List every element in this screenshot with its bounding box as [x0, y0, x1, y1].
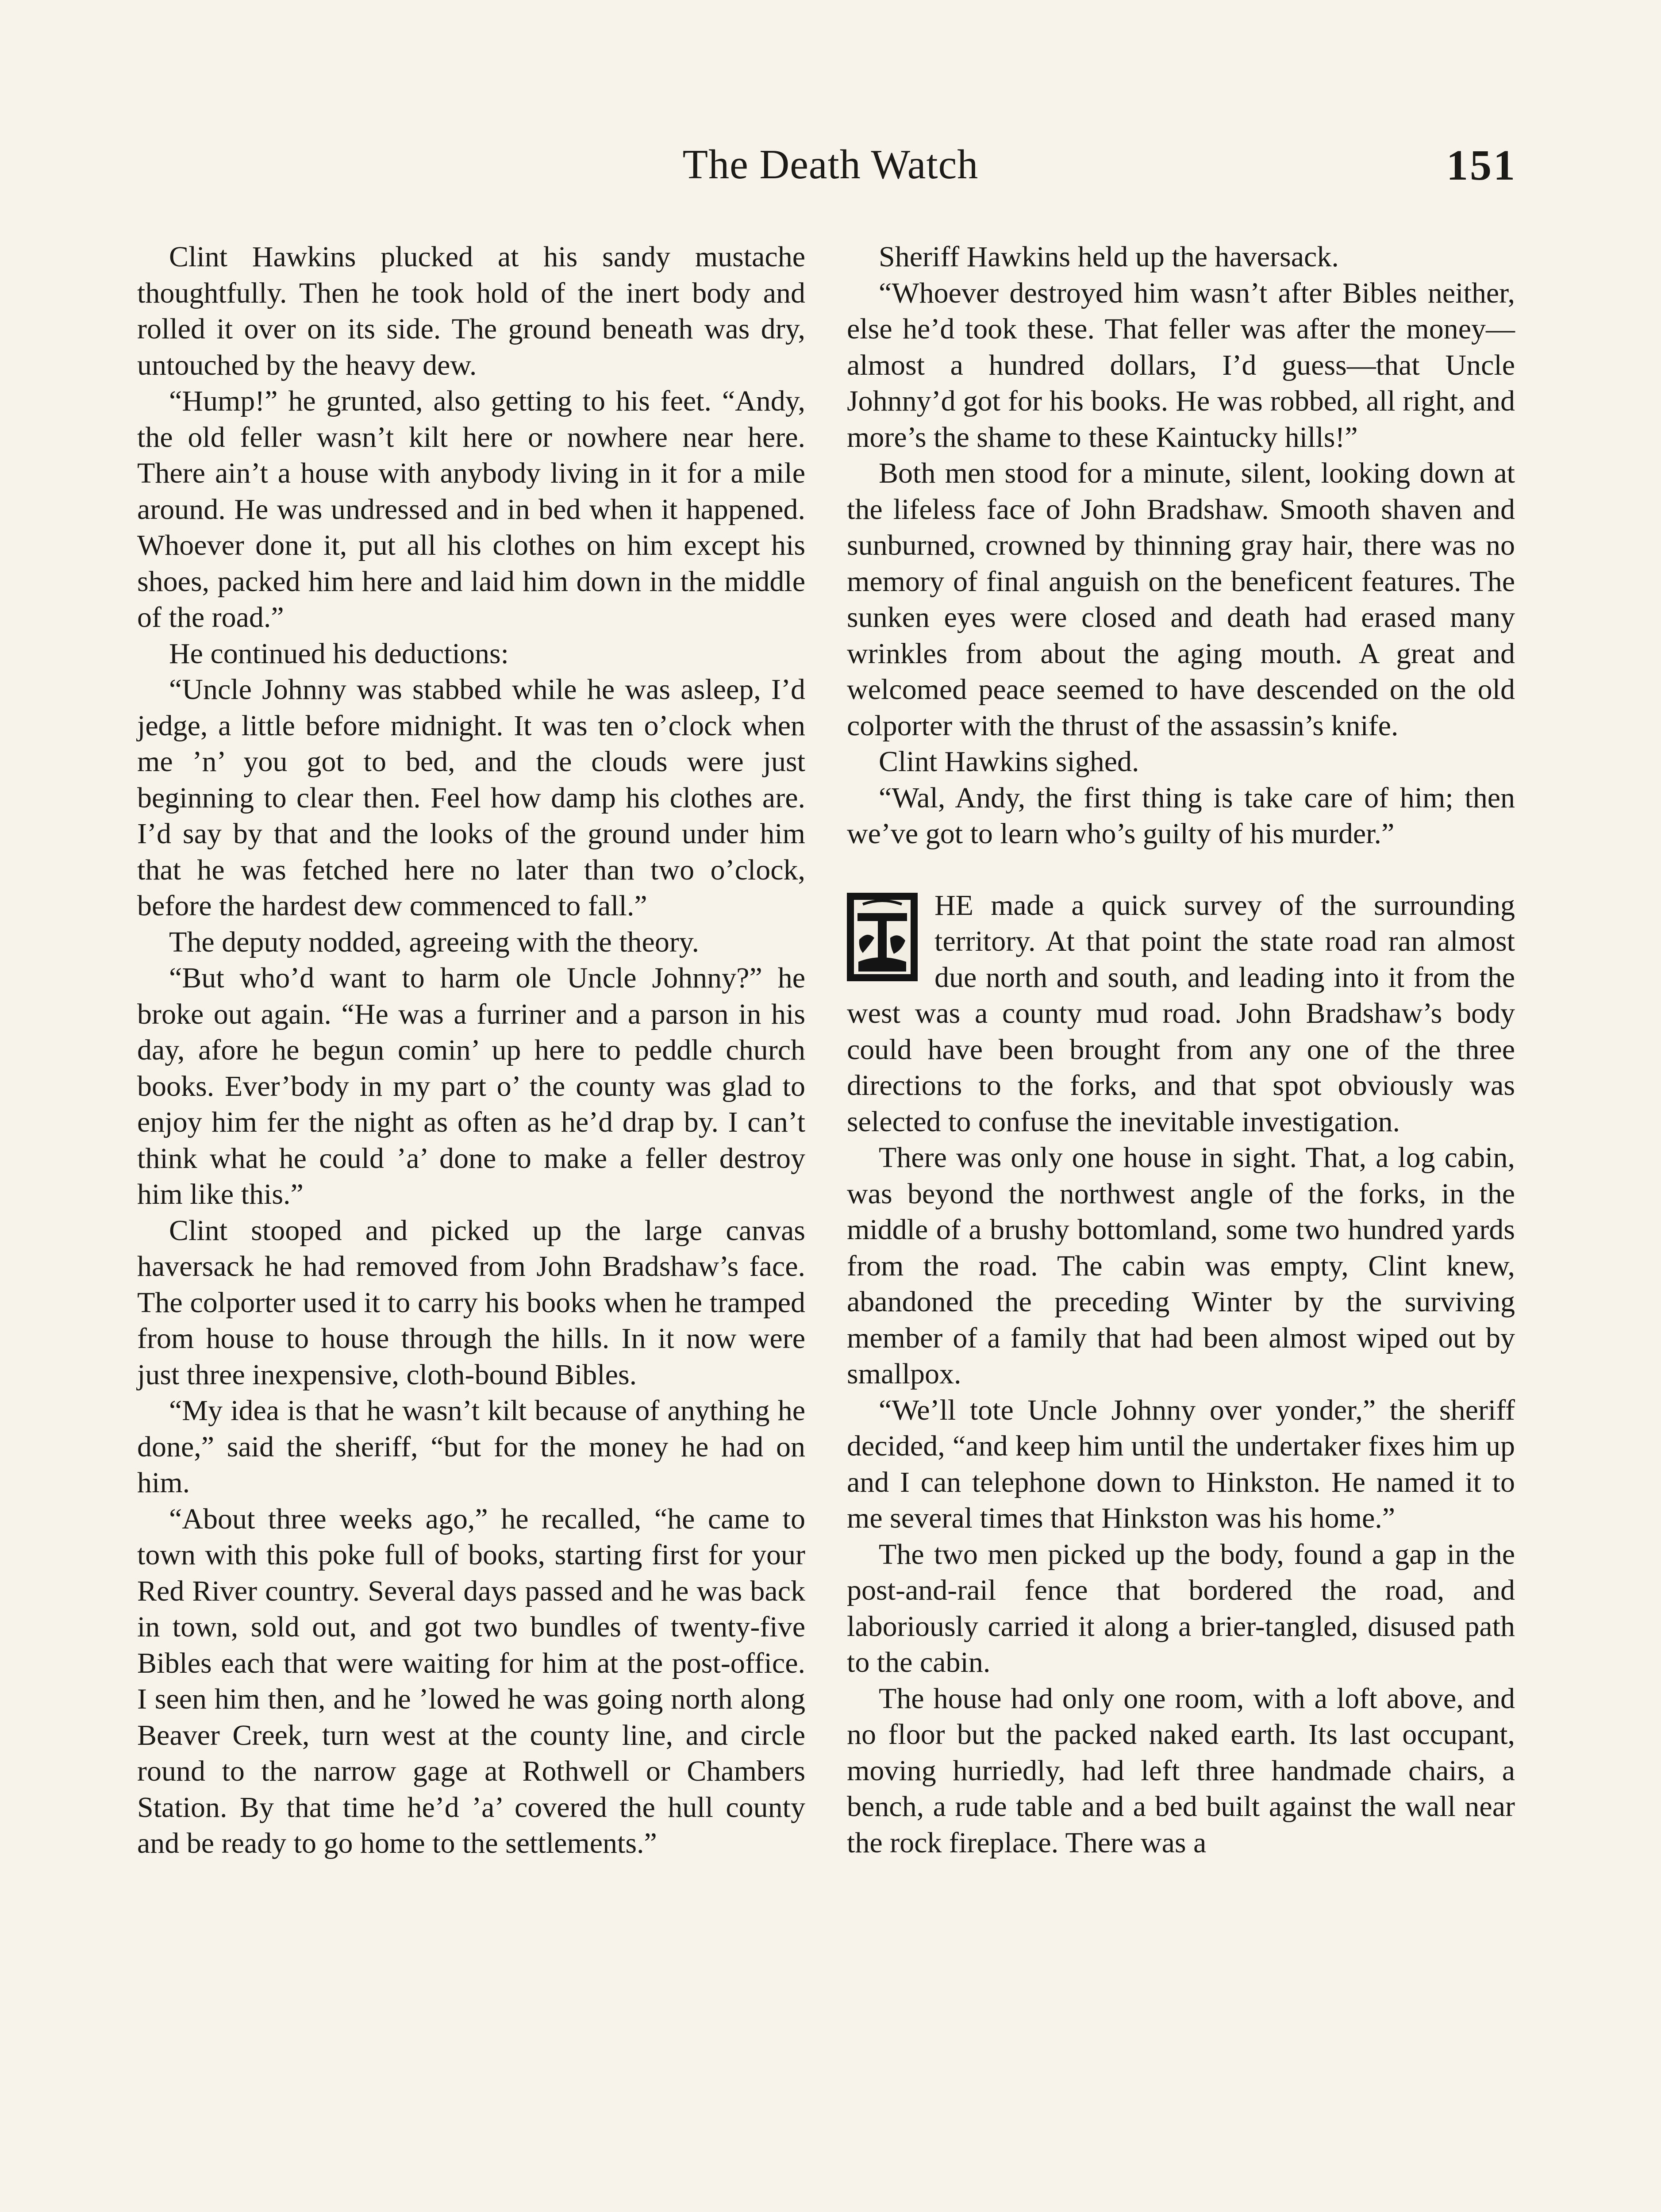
paragraph: “But who’d want to harm ole Uncle Johnny?” he broke out again. “He was a furriner and a parson in his day, afore he begun comin’ up here to peddle church books. Ever’body in my part o’ the county was glad to enjoy him fer the night as often as he’d drap by. I can’t think what he could ’a’ done to make a feller destroy him like this.”	[137, 962, 805, 1210]
paragraph: There was only one house in sight. That, a log cabin, was beyond the northwest angle of the forks, in the middle of a brushy bottomland, some two hundred yards from the road. The cabin was empty, Clint knew, abandoned the preceding Winter by the surviving member of a family that had been almost wiped out by smallpox.	[847, 1141, 1515, 1390]
paragraph: “Wal, Andy, the first thing is take care of him; then we’ve got to learn who’s guilty of his murder.”	[847, 781, 1515, 850]
paragraph: The house had only one room, with a loft above, and no floor but the packed naked earth. Its last occupant, moving hurriedly, had left three handmade chairs, a bench, a rude table and a bed built against the wall near the rock fireplace. There was a	[847, 1682, 1515, 1859]
page-number: 151	[1446, 142, 1517, 189]
left-column	[137, 239, 805, 1862]
right-column	[847, 239, 1515, 1861]
paragraph: Both men stood for a minute, silent, looking down at the lifeless face of John Bradshaw. Smooth shaven and sunburned, crowned by thinning gray hair, there was no memory of final anguish on the beneficent features. The sunken eyes were closed and death had erased many wrinkles from about the aging mouth. A great and welcomed peace seemed to have descended on the old colporter with the thrust of the assassin’s knife.	[847, 457, 1515, 742]
paragraph: Clint stooped and picked up the large canvas haversack he had removed from John Bradshaw’s face. The colporter used it to carry his books when he tramped from house to house through the hills. In it now were just three inexpensive, cloth-bound Bibles.	[137, 1214, 805, 1391]
paragraph: The deputy nodded, agreeing with the theory.	[169, 926, 700, 958]
dropcap-paragraph	[847, 887, 1515, 1140]
paragraph: “Uncle Johnny was stabbed while he was asleep, I’d jedge, a little before midnight. It was ten o’clock when me ’n’ you got to bed, and the clouds were just beginning to clear then. Feel how damp his clothes are. I’d say by that and the looks of the ground under him that he was fetched here no later than two o’clock, before the hardest dew commenced to fall.”	[137, 673, 805, 922]
paragraph: He continued his deductions:	[169, 637, 509, 670]
paragraph: “Hump!” he grunted, also getting to his feet. “Andy, the old feller wasn’t kilt here or nowhere near here. There ain’t a house with anybody living in it for a mile around. He was undressed and in bed when it happened. Whoever done it, put all his clothes on him except his shoes, packed him here and laid him down in the middle of the road.”	[137, 385, 805, 634]
paragraph: “My idea is that he wasn’t kilt because of anything he done,” said the sheriff, “but for the money he had on him.	[137, 1394, 805, 1499]
paragraph: Sheriff Hawkins held up the haversack.	[879, 241, 1339, 273]
paragraph: The two men picked up the body, found a gap in the post-and-rail fence that bordered the road, and laboriously carried it along a brier-tangled, disused path to the cabin.	[847, 1538, 1515, 1678]
paragraph: “About three weeks ago,” he recalled, “he came to town with this poke full of books, starting first for your Red River country. Several days passed and he was back in town, sold out, and got two bundles of twenty-five Bibles each that were waiting for him at the post-office. I seen him then, and he ’lowed he was going north along Beaver Creek, turn west at the county line, and circle round to the narrow gage at Rothwell or Chambers Station. By that time he’d ’a’ covered the hull county and be ready to go home to the settlements.”	[137, 1502, 805, 1859]
ornamental-t-dropcap-icon	[847, 893, 918, 981]
running-title: The Death Watch	[682, 142, 979, 188]
paragraph: “Whoever destroyed him wasn’t after Bibles neither, else he’d took these. That feller was after the money—almost a hundred dollars, I’d guess—that Uncle Johnny’d got for his books. He was robbed, all right, and more’s the shame to these Kaintucky hills!”	[847, 276, 1515, 453]
paragraph: Clint Hawkins sighed.	[879, 745, 1139, 778]
paragraph: Clint Hawkins plucked at his sandy mustache thoughtfully. Then he took hold of the inert body and rolled it over on its side. The ground beneath was dry, untouched by the heavy dew.	[137, 241, 805, 381]
paragraph: “We’ll tote Uncle Johnny over yonder,” the sheriff decided, “and keep him until the undertaker fixes him up and I can telephone down to Hinkston. He named it to me several times that Hinkston was his home.”	[847, 1394, 1515, 1534]
dropcap-paragraph-text: HE made a quick survey of the surrounding territory. At that point the state road ran almost due north and south, and leading into it from the west was a county mud road. John Bradshaw’s body could have been brought from any one of the three directions to the forks, and that spot obviously was selected to confuse the inevitable investigation.	[847, 889, 1515, 1138]
section-break	[847, 852, 1515, 887]
